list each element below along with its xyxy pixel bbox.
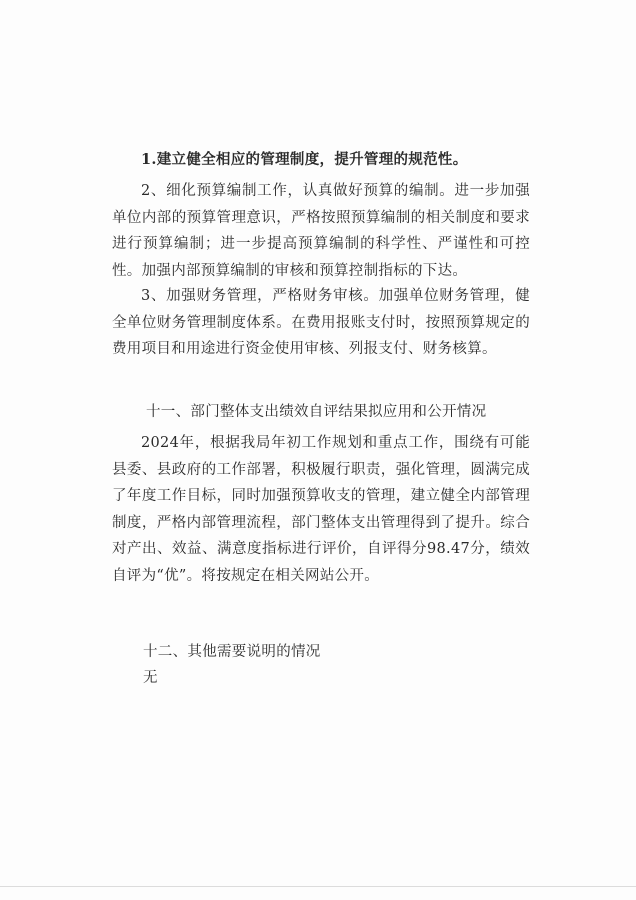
point-2-text: 2、细化预算编制工作，认真做好预算的编制。进一步加强单位内部的预算管理意识，严格按照预算编制的相关制度和要求进行预算编制；进一步提高预算编制的科学性、严谨性和可控性。加强内部预算编制的审核和预算控制指标的下达。 — [112, 183, 530, 279]
page-bottom-edge — [0, 886, 636, 887]
section-eleven-body: 2024年，根据我局年初工作规划和重点工作，围绕有可能县委、县政府的工作部署，积极履行职责，强化管理，圆满完成了年度工作目标，同时加强预算收支的管理，建立健全内部管理制度，严格内部管理流程，部门整体支出管理得到了提升。综合对产出、效益、满意度指标进行评价，自评得分98.47分，绩效自评为“优”。将按规定在相关网站公开。 — [112, 435, 530, 584]
section-eleven-heading: 十一、部门整体支出绩效自评结果拟应用和公开情况 — [146, 404, 487, 420]
section-twelve-body: 无 — [143, 670, 158, 686]
point-3-text: 3、加强财务管理，严格财务审核。加强单位财务管理，健全单位财务管理制度体系。在费用报账支付时，按照预算规定的费用项目和用途进行资金使用审核、列报支付、财务核算。 — [112, 288, 530, 357]
section-twelve-heading: 十二、其他需要说明的情况 — [143, 644, 321, 660]
point-1-text: 1.建立健全相应的管理制度，提升管理的规范性。 — [141, 151, 468, 168]
